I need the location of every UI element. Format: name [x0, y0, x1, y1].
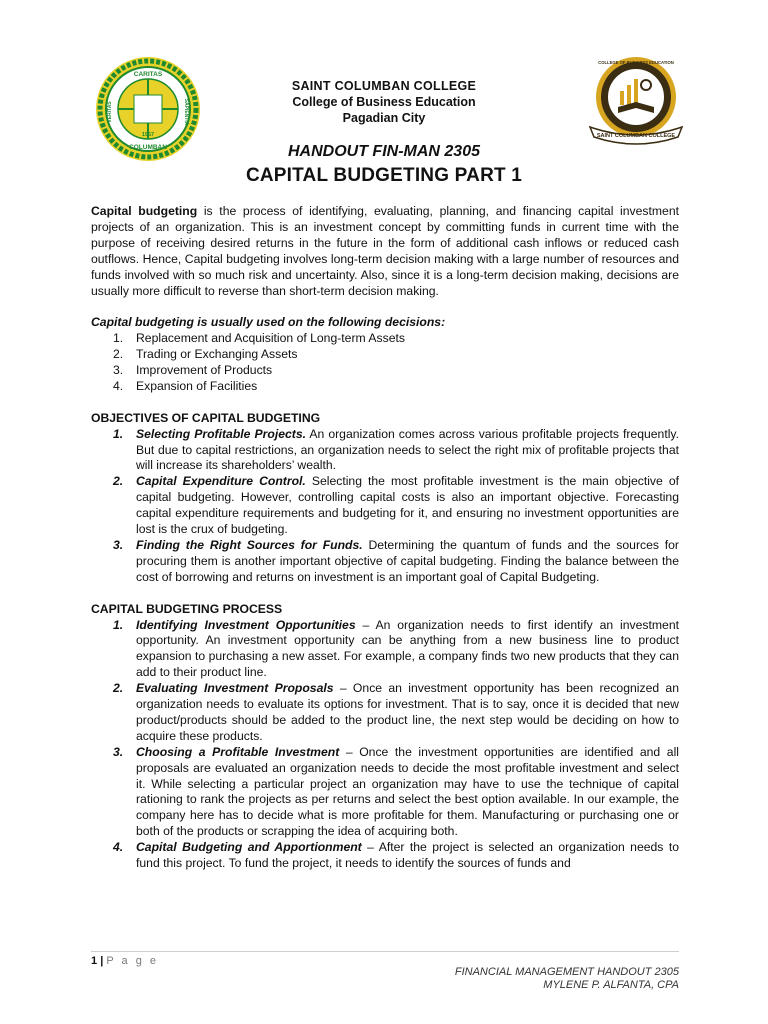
- svg-text:1957: 1957: [141, 132, 155, 138]
- city-name: Pagadian City: [342, 111, 426, 125]
- svg-text:COLLEGE OF BUSINESS EDUCATION: COLLEGE OF BUSINESS EDUCATION: [598, 60, 674, 65]
- svg-text:SAINT COLUMBAN COLLEGE: SAINT COLUMBAN COLLEGE: [596, 133, 676, 139]
- letterhead: [200, 78, 568, 126]
- list-item: 4. Capital Budgeting and Apportionment – After the project is selected an organization needs to fund this project. To fund the project, it needs to identify the sources of funds and: [113, 840, 679, 871]
- department-name: College of Business Education: [292, 95, 476, 109]
- intro-term: Capital budgeting: [91, 204, 198, 218]
- list-item: 1. Identifying Investment Opportunities – An organization needs to first identify an investment opportunity. An investment opportunity can be anything from a new business line to product expansion to purchasing a new asset. For example, a company finds two new products that they can add to their product line.: [113, 617, 679, 680]
- footer-author: MYLENE P. ALFANTA, CPA: [543, 979, 679, 991]
- process-heading: CAPITAL BUDGETING PROCESS: [91, 601, 283, 616]
- decisions-list: [91, 331, 679, 395]
- list-item: 1. Selecting Profitable Projects. An organization comes across various profitable projects frequently. But due to capital restrictions, an organization needs to select the right mix of profitable projects that will increase its shareholders’ wealth.: [113, 426, 679, 473]
- intro-text: is the process of identifying, evaluating, planning, and financing capital investment projects of an organization. This is an investment concept by committing funds in current time with the purpose of receiving desired returns in the future in the form of additional cash inflows or reduced cash outflows. Hence, Capital budgeting involves long-term decision making with a large number of resources and funds involved with so much risk and uncertainty. Also, since it is a long-term decision making, decisions are usually more difficult to reverse than short-term decision making.: [91, 204, 679, 298]
- objectives-list: [91, 427, 679, 586]
- list-item: 3. Choosing a Profitable Investment – Once the investment opportunities are identified and all proposals are evaluated an organization needs to decide the most profitable investment and select it. While selecting a particular project an organization may have to use the technique of capital rationing to rank the projects as per returns and select the best option available. In our example, the company here has to decide what is more profitable for them. Manufacturing or purchasing one or both of the products or scrapping the idea of acquiring both.: [113, 744, 679, 839]
- list-item: 2. Trading or Exchanging Assets: [113, 347, 298, 362]
- list-item: 2. Evaluating Investment Proposals – Once an investment opportunity has been recognized an organization needs to evaluate its options for investment. That is to say, once it is decided that new product/products should be added to the product line, the next step would be deciding on how to acquire these products.: [113, 681, 679, 743]
- intro-paragraph: [91, 204, 679, 299]
- footer-divider: [91, 951, 679, 952]
- list-item: 3. Improvement of Products: [113, 363, 273, 378]
- objectives-heading: OBJECTIVES OF CAPITAL BUDGETING: [91, 410, 321, 425]
- decisions-heading: Capital budgeting is usually used on the following decisions:: [91, 315, 446, 330]
- list-item: 2. Capital Expenditure Control. Selecting the most profitable investment is the main objective of capital budgeting. However, controlling capital costs is also an important objective. Forecasting capital expenditure requirements and budgeting for it, and ensuring no investment opportunities are lost is the crux of budgeting.: [113, 474, 679, 537]
- handout-title: HANDOUT FIN-MAN 2305: [287, 143, 480, 160]
- process-list: [91, 618, 679, 873]
- svg-text:VERITAS: VERITAS: [107, 101, 113, 123]
- page-title: CAPITAL BUDGETING PART 1: [245, 165, 523, 186]
- footer-credits: [455, 966, 679, 992]
- list-item: 1. Replacement and Acquisition of Long-term Assets: [113, 331, 405, 346]
- list-item: 3. Finding the Right Sources for Funds. Determining the quantum of funds and the sources for procuring them is another important objective of capital budgeting. Finding the balance between the cost of borrowing and returns on investment is an important goal of Capital Budgeting.: [113, 538, 679, 584]
- svg-text:SAPIENTIA: SAPIENTIA: [183, 98, 189, 126]
- svg-text:COLUMBAN: COLUMBAN: [129, 144, 167, 151]
- page-number: 1 | P a g e: [91, 955, 159, 967]
- footer-handout-name: FINANCIAL MANAGEMENT HANDOUT 2305: [454, 966, 679, 978]
- list-item: 4. Expansion of Facilities: [113, 378, 258, 393]
- college-of-business-education-logo: [582, 55, 690, 145]
- college-name: SAINT COLUMBAN COLLEGE: [291, 79, 477, 93]
- document-body: [91, 204, 679, 872]
- svg-text:CARITAS: CARITAS: [133, 71, 163, 78]
